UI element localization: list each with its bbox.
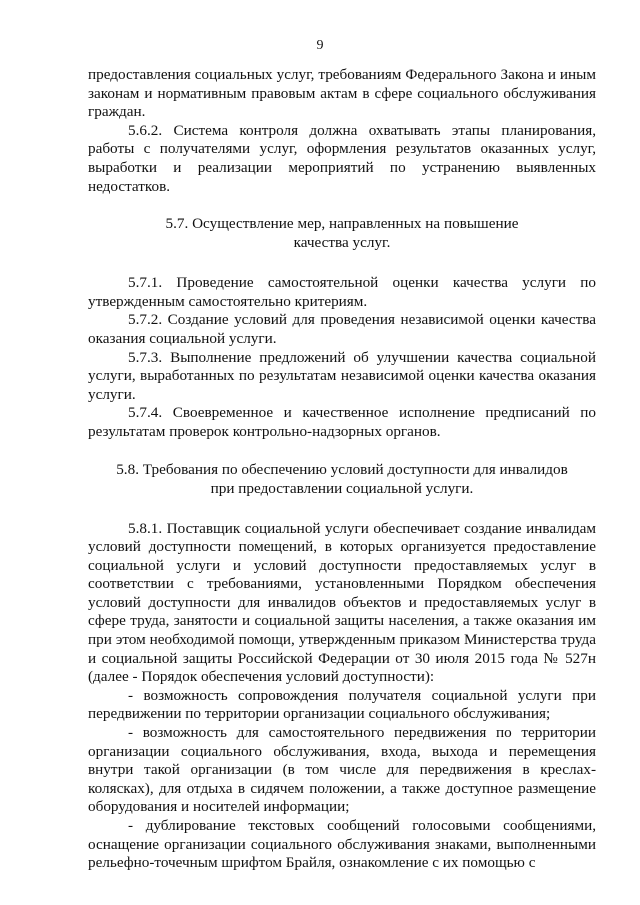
paragraph-5-7-1: 5.7.1. Проведение самостоятельной оценки качества услуги по утвержденным самостоятельно критериям. — [88, 274, 596, 310]
paragraph-5-6-1-continuation: предоставления социальных услуг, требованиям Федерального Закона и иным законам и нормативным правовым актам в сфере социального обслуживания граждан. — [88, 66, 596, 121]
paragraph-5-7-4: 5.7.4. Своевременное и качественное исполнение предписаний по результатам проверок контрольно-надзорных органов. — [88, 404, 596, 440]
page-number: 9 — [316, 38, 324, 53]
list-item-escort: - возможность сопровождения получателя социальной услуги при передвижении по территории организации социального обслуживания; — [88, 686, 596, 723]
section-heading-line: 5.8. Требования по обеспечению условий доступности для инвалидов — [116, 460, 568, 478]
paragraph-5-6-2: 5.6.2. Система контроля должна охватывать этапы планирования, работы с получателями услуг, оформления результатов оказанных услуг, выработки и реализации мероприятий по устранению выявленных недостатков. — [88, 121, 596, 195]
list-item-independent-movement: - возможность для самостоятельного передвижения по территории организации социального обслуживания, входа, выхода и перемещения внутри такой организации (в том числе для передвижения в креслах-колясках), для отдыха в сидячем положении, а также доступное размещение оборудования и носителей информации; — [88, 724, 596, 816]
document-body — [88, 66, 596, 873]
paragraph-5-8-1: 5.8.1. Поставщик социальной услуги обеспечивает создание инвалидам условий доступности помещений, в которых организуется предоставление социальной услуги и условий доступности предоставляемых услуг в соответствии с требованиями, установленными Порядком обеспечения условий доступности для инвалидов объектов и предоставляемых услуг в сфере труда, занятости и социальной защиты населения, а также оказания им при этом необходимой помощи, утвержденным приказом Министерства труда и социальной защиты Российской Федерации от 30 июля 2015 года № 527н (далее - Порядок обеспечения условий доступности): — [88, 519, 596, 686]
paragraph-5-7-2: 5.7.2. Создание условий для проведения независимой оценки качества оказания социальной услуги. — [88, 311, 596, 347]
section-heading-5-8 — [88, 460, 596, 498]
list-item-voice-duplication: - дублирование текстовых сообщений голосовыми сообщениями, оснащение организации социального обслуживания знаками, выполненными рельефно-точечным шрифтом Брайля, ознакомление с их помощью с — [88, 817, 596, 872]
section-heading-line: качества услуг. — [293, 234, 391, 252]
section-heading-5-7 — [88, 214, 596, 252]
section-heading-line: при предоставлении социальной услуги. — [210, 479, 474, 497]
paragraph-5-7-3: 5.7.3. Выполнение предложений об улучшении качества социальной услуги, выработанных по результатам независимой оценки качества оказания услуги. — [88, 348, 596, 403]
section-heading-line: 5.7. Осуществление мер, направленных на повышение — [165, 215, 519, 233]
